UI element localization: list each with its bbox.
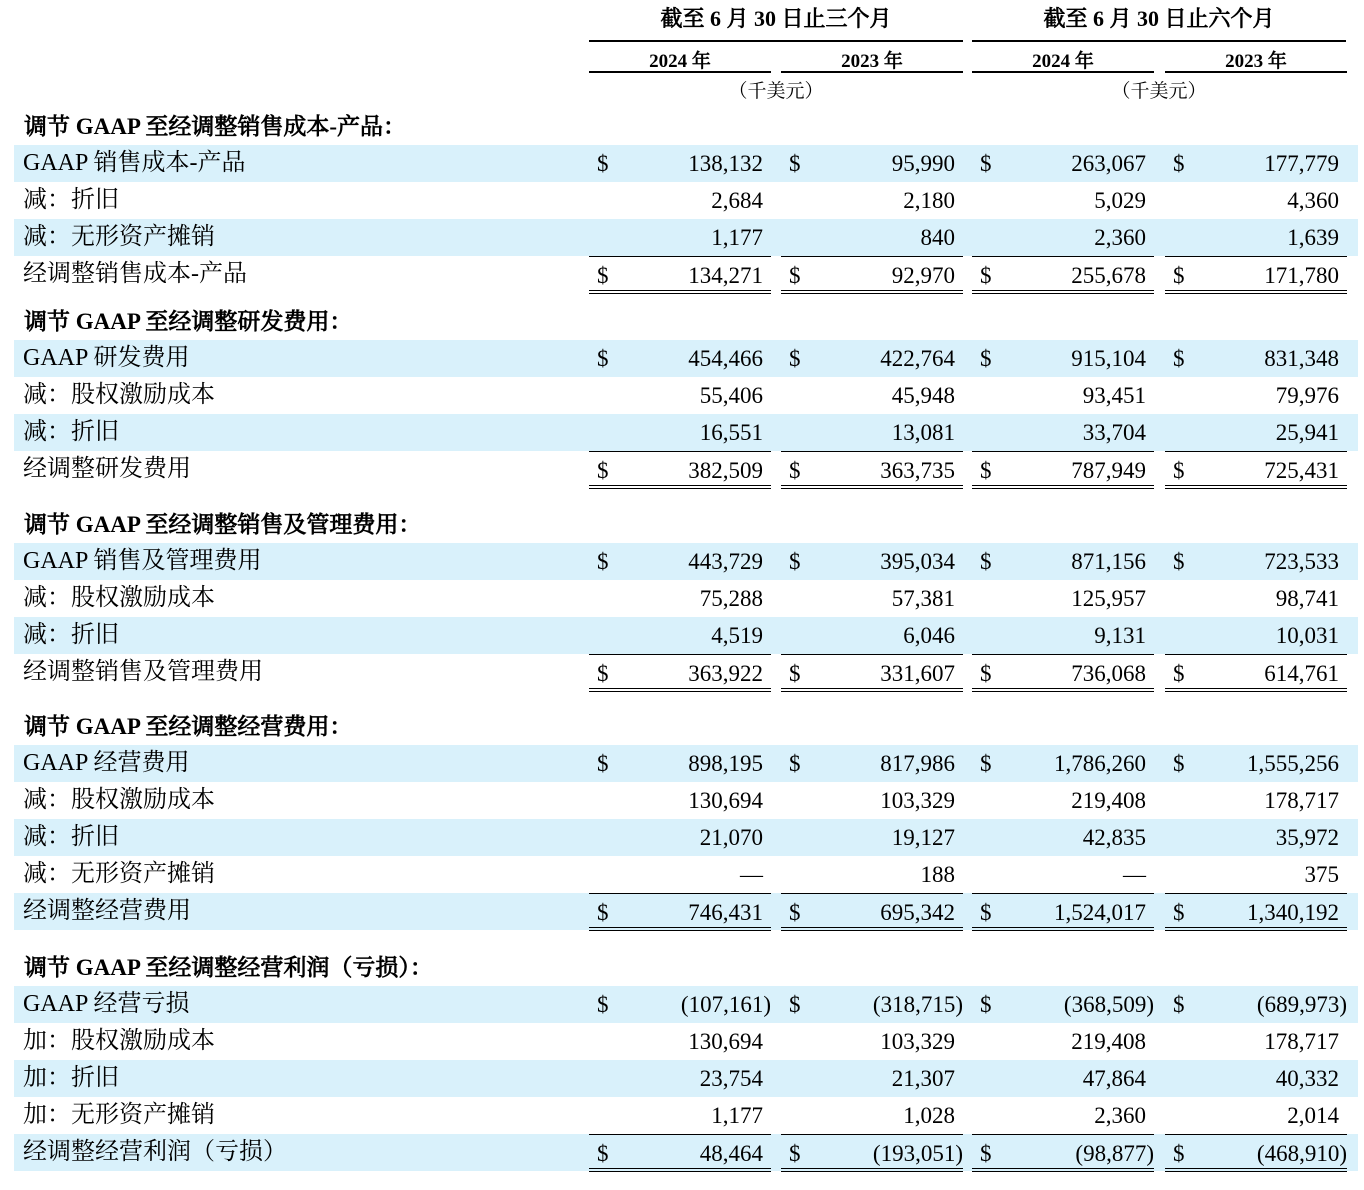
value-cell (972, 654, 1154, 692)
cell-value: 363,922 (688, 661, 763, 686)
value-cell (1165, 654, 1347, 692)
value-cell (972, 580, 1154, 617)
table-row (14, 856, 1358, 893)
cell-value: — (740, 862, 763, 887)
row-label: GAAP 经营亏损 (23, 991, 190, 1017)
unit-label-six-months: （千美元） (1111, 81, 1207, 102)
row-label: 加：折旧 (23, 1065, 119, 1091)
value-cell (1165, 580, 1347, 617)
value-cell (781, 543, 963, 580)
cell-value: 103,329 (880, 788, 955, 813)
cell-value: 723,533 (1264, 549, 1339, 574)
cell-value: (98,877) (1075, 1141, 1154, 1166)
value-cell (781, 617, 963, 654)
cell-value: 1,028 (903, 1103, 955, 1128)
cell-value: 219,408 (1071, 1029, 1146, 1054)
currency-symbol: $ (1173, 900, 1185, 925)
cell-value: 134,271 (688, 263, 763, 288)
table-row (14, 377, 1358, 414)
cell-value: 45,948 (891, 383, 955, 408)
value-cell (781, 182, 963, 219)
cell-value: 255,678 (1071, 263, 1146, 288)
cell-value: 454,466 (688, 346, 763, 371)
currency-symbol: $ (597, 549, 609, 574)
value-cell (781, 414, 963, 451)
currency-symbol: $ (597, 151, 609, 176)
section-heading (14, 949, 1358, 986)
cell-value: 1,555,256 (1247, 751, 1339, 776)
value-cell (589, 1097, 771, 1134)
value-cell (589, 182, 771, 219)
currency-symbol: $ (789, 751, 801, 776)
value-cell (972, 893, 1154, 931)
value-cell (972, 745, 1154, 782)
row-label: 经调整经营费用 (23, 898, 191, 924)
value-cell (781, 986, 963, 1023)
row-label: GAAP 研发费用 (23, 345, 190, 371)
cell-value: 55,406 (699, 383, 763, 408)
value-cell (972, 1134, 1154, 1172)
value-cell (781, 451, 963, 489)
currency-symbol: $ (789, 151, 801, 176)
cell-value: 5,029 (1094, 188, 1146, 213)
value-cell (589, 377, 771, 414)
year-underline (781, 71, 963, 73)
value-cell (589, 219, 771, 256)
value-cell (781, 219, 963, 256)
cell-value: 2,014 (1287, 1103, 1339, 1128)
value-cell (589, 819, 771, 856)
unit-label-three-months: （千美元） (728, 81, 824, 102)
value-cell (781, 256, 963, 294)
cell-value: 10,031 (1275, 623, 1339, 648)
currency-symbol: $ (1173, 263, 1185, 288)
row-label: 减：股权激励成本 (23, 585, 215, 611)
total-row (14, 451, 1358, 488)
value-cell (1165, 414, 1347, 451)
value-cell (1165, 219, 1347, 256)
cell-value: 382,509 (688, 458, 763, 483)
currency-symbol: $ (789, 661, 801, 686)
value-cell (589, 893, 771, 931)
table-row (14, 414, 1358, 451)
cell-value: 1,639 (1287, 225, 1339, 250)
table-row (14, 580, 1358, 617)
currency-symbol: $ (1173, 549, 1185, 574)
year-header-q-2023: 2023 年 (841, 51, 903, 72)
currency-symbol: $ (980, 458, 992, 483)
currency-symbol: $ (980, 661, 992, 686)
value-cell (1165, 856, 1347, 893)
value-cell (1165, 145, 1347, 182)
value-cell (972, 1060, 1154, 1097)
cell-value: 2,360 (1094, 1103, 1146, 1128)
table-row (14, 182, 1358, 219)
row-label: 减：无形资产摊销 (23, 861, 215, 887)
cell-value: 178,717 (1264, 1029, 1339, 1054)
value-cell (589, 1023, 771, 1060)
row-label: 减：股权激励成本 (23, 382, 215, 408)
cell-value: 871,156 (1071, 549, 1146, 574)
cell-value: 47,864 (1082, 1066, 1146, 1091)
value-cell (972, 414, 1154, 451)
cell-value: 171,780 (1264, 263, 1339, 288)
currency-symbol: $ (789, 346, 801, 371)
value-cell (781, 856, 963, 893)
cell-value: 443,729 (688, 549, 763, 574)
cell-value: 21,070 (699, 825, 763, 850)
cell-value: 898,195 (688, 751, 763, 776)
value-cell (1165, 745, 1347, 782)
row-label: 减：无形资产摊销 (23, 224, 215, 250)
cell-value: 48,464 (699, 1141, 763, 1166)
table-row (14, 819, 1358, 856)
cell-value: 736,068 (1071, 661, 1146, 686)
year-header-q-2024: 2024 年 (649, 51, 711, 72)
value-cell (781, 1097, 963, 1134)
currency-symbol: $ (597, 263, 609, 288)
value-cell (781, 145, 963, 182)
value-cell (972, 340, 1154, 377)
value-cell (1165, 1097, 1347, 1134)
currency-symbol: $ (597, 1141, 609, 1166)
cell-value: 75,288 (699, 586, 763, 611)
cell-value: 395,034 (880, 549, 955, 574)
value-cell (972, 1097, 1154, 1134)
cell-value: 817,986 (880, 751, 955, 776)
cell-value: 42,835 (1082, 825, 1146, 850)
currency-symbol: $ (980, 751, 992, 776)
row-label: 经调整销售成本-产品 (23, 261, 247, 287)
value-cell (781, 1060, 963, 1097)
currency-symbol: $ (1173, 661, 1185, 686)
cell-value: 40,332 (1275, 1066, 1339, 1091)
cell-value: 33,704 (1082, 420, 1146, 445)
table-row (14, 986, 1358, 1023)
section-heading (14, 108, 1358, 145)
year-underline (972, 71, 1154, 73)
section-heading-label: 调节 GAAP 至经调整销售成本-产品： (24, 114, 407, 139)
value-cell (1165, 986, 1347, 1023)
cell-value: 13,081 (891, 420, 955, 445)
year-underline (589, 71, 771, 73)
value-cell (589, 986, 771, 1023)
period-underline-three-months (589, 40, 963, 42)
currency-symbol: $ (980, 151, 992, 176)
cell-value: 95,990 (891, 151, 955, 176)
currency-symbol: $ (980, 900, 992, 925)
row-label: 减：折旧 (23, 419, 119, 445)
row-label: 减：折旧 (23, 187, 119, 213)
value-cell (781, 819, 963, 856)
value-cell (781, 745, 963, 782)
value-cell (781, 654, 963, 692)
section-heading-label: 调节 GAAP 至经调整销售及管理费用： (24, 512, 422, 537)
value-cell (781, 782, 963, 819)
value-cell (972, 145, 1154, 182)
currency-symbol: $ (1173, 992, 1185, 1017)
row-label: 加：股权激励成本 (23, 1028, 215, 1054)
currency-symbol: $ (1173, 458, 1185, 483)
value-cell (589, 340, 771, 377)
cell-value: 422,764 (880, 346, 955, 371)
cell-value: 263,067 (1071, 151, 1146, 176)
table-row (14, 145, 1358, 182)
currency-symbol: $ (1173, 346, 1185, 371)
cell-value: 19,127 (891, 825, 955, 850)
cell-value: (318,715) (872, 992, 963, 1017)
cell-value: 746,431 (688, 900, 763, 925)
value-cell (781, 340, 963, 377)
value-cell (589, 654, 771, 692)
cell-value: (689,973) (1256, 992, 1347, 1017)
cell-value: 840 (920, 225, 955, 250)
cell-value: 915,104 (1071, 346, 1146, 371)
value-cell (781, 377, 963, 414)
value-cell (589, 1134, 771, 1172)
value-cell (589, 580, 771, 617)
cell-value: 16,551 (699, 420, 763, 445)
table-row (14, 340, 1358, 377)
value-cell (1165, 617, 1347, 654)
value-cell (972, 377, 1154, 414)
section-heading-label: 调节 GAAP 至经调整研发费用： (24, 309, 353, 334)
cell-value: 2,684 (711, 188, 763, 213)
value-cell (589, 782, 771, 819)
currency-symbol: $ (789, 549, 801, 574)
cell-value: 25,941 (1275, 420, 1339, 445)
value-cell (1165, 782, 1347, 819)
currency-symbol: $ (980, 549, 992, 574)
cell-value: (368,509) (1063, 992, 1154, 1017)
cell-value: 1,177 (711, 225, 763, 250)
currency-symbol: $ (789, 992, 801, 1017)
row-label: 减：折旧 (23, 824, 119, 850)
period-header-six-months: 截至 6 月 30 日止六个月 (1043, 6, 1275, 31)
value-cell (1165, 1134, 1347, 1172)
cell-value: 219,408 (1071, 788, 1146, 813)
value-cell (972, 451, 1154, 489)
cell-value: 1,177 (711, 1103, 763, 1128)
row-label: GAAP 销售成本-产品 (23, 150, 246, 176)
cell-value: 92,970 (891, 263, 955, 288)
cell-value: 331,607 (880, 661, 955, 686)
period-header-three-months: 截至 6 月 30 日止三个月 (660, 6, 892, 31)
currency-symbol: $ (789, 263, 801, 288)
value-cell (972, 617, 1154, 654)
cell-value: 4,360 (1287, 188, 1339, 213)
cell-value: 1,524,017 (1054, 900, 1146, 925)
value-cell (781, 1023, 963, 1060)
value-cell (972, 819, 1154, 856)
currency-symbol: $ (980, 346, 992, 371)
cell-value: 375 (1304, 862, 1339, 887)
table-row (14, 617, 1358, 654)
cell-value: 57,381 (891, 586, 955, 611)
value-cell (589, 414, 771, 451)
cell-value: 2,360 (1094, 225, 1146, 250)
value-cell (589, 451, 771, 489)
cell-value: 6,046 (903, 623, 955, 648)
table-row (14, 219, 1358, 256)
value-cell (589, 256, 771, 294)
row-label: 加：无形资产摊销 (23, 1102, 215, 1128)
currency-symbol: $ (597, 458, 609, 483)
currency-symbol: $ (597, 751, 609, 776)
currency-symbol: $ (597, 661, 609, 686)
cell-value: 725,431 (1264, 458, 1339, 483)
row-label: 经调整经营利润（亏损） (23, 1139, 287, 1165)
value-cell (972, 543, 1154, 580)
cell-value: 178,717 (1264, 788, 1339, 813)
value-cell (781, 580, 963, 617)
cell-value: (468,910) (1256, 1141, 1347, 1166)
value-cell (972, 219, 1154, 256)
cell-value: 138,132 (688, 151, 763, 176)
currency-symbol: $ (597, 992, 609, 1017)
value-cell (1165, 893, 1347, 931)
section-heading (14, 506, 1358, 543)
cell-value: 21,307 (891, 1066, 955, 1091)
cell-value: 695,342 (880, 900, 955, 925)
value-cell (972, 1023, 1154, 1060)
cell-value: 787,949 (1071, 458, 1146, 483)
cell-value: 1,786,260 (1054, 751, 1146, 776)
currency-symbol: $ (597, 900, 609, 925)
value-cell (1165, 1060, 1347, 1097)
currency-symbol: $ (980, 263, 992, 288)
section-heading-label: 调节 GAAP 至经调整经营利润（亏损）： (24, 955, 433, 980)
currency-symbol: $ (789, 900, 801, 925)
value-cell (1165, 377, 1347, 414)
row-label: 经调整销售及管理费用 (23, 659, 263, 685)
value-cell (1165, 182, 1347, 219)
table-row (14, 543, 1358, 580)
cell-value: 2,180 (903, 188, 955, 213)
cell-value: (107,161) (680, 992, 771, 1017)
value-cell (781, 893, 963, 931)
row-label: 减：折旧 (23, 622, 119, 648)
value-cell (1165, 1023, 1347, 1060)
cell-value: 98,741 (1275, 586, 1339, 611)
table-row (14, 1097, 1358, 1134)
total-row (14, 1134, 1358, 1171)
value-cell (972, 856, 1154, 893)
currency-symbol: $ (597, 346, 609, 371)
value-cell (589, 745, 771, 782)
year-header-h-2024: 2024 年 (1032, 51, 1094, 72)
total-row (14, 654, 1358, 691)
value-cell (1165, 543, 1347, 580)
value-cell (589, 1060, 771, 1097)
currency-symbol: $ (1173, 151, 1185, 176)
section-heading-label: 调节 GAAP 至经调整经营费用： (24, 714, 353, 739)
cell-value: 103,329 (880, 1029, 955, 1054)
currency-symbol: $ (1173, 1141, 1185, 1166)
value-cell (972, 782, 1154, 819)
section-heading (14, 708, 1358, 745)
cell-value: 9,131 (1094, 623, 1146, 648)
cell-value: 614,761 (1264, 661, 1339, 686)
total-row (14, 256, 1358, 293)
section-heading (14, 303, 1358, 340)
value-cell (589, 856, 771, 893)
currency-symbol: $ (789, 458, 801, 483)
row-label: GAAP 销售及管理费用 (23, 548, 262, 574)
cell-value: (193,051) (872, 1141, 963, 1166)
cell-value: 79,976 (1275, 383, 1339, 408)
value-cell (1165, 451, 1347, 489)
value-cell (589, 543, 771, 580)
table-row (14, 1060, 1358, 1097)
row-label: GAAP 经营费用 (23, 750, 190, 776)
currency-symbol: $ (980, 1141, 992, 1166)
value-cell (1165, 819, 1347, 856)
value-cell (972, 182, 1154, 219)
cell-value: 363,735 (880, 458, 955, 483)
total-row (14, 893, 1358, 930)
table-row (14, 782, 1358, 819)
value-cell (781, 1134, 963, 1172)
table-row (14, 745, 1358, 782)
year-header-h-2023: 2023 年 (1225, 51, 1287, 72)
currency-symbol: $ (1173, 751, 1185, 776)
row-label: 减：股权激励成本 (23, 787, 215, 813)
cell-value: 4,519 (711, 623, 763, 648)
value-cell (972, 256, 1154, 294)
currency-symbol: $ (980, 992, 992, 1017)
cell-value: 130,694 (688, 1029, 763, 1054)
cell-value: 125,957 (1071, 586, 1146, 611)
value-cell (589, 145, 771, 182)
value-cell (589, 617, 771, 654)
value-cell (1165, 340, 1347, 377)
value-cell (1165, 256, 1347, 294)
cell-value: 177,779 (1264, 151, 1339, 176)
cell-value: 23,754 (699, 1066, 763, 1091)
cell-value: 1,340,192 (1247, 900, 1339, 925)
cell-value: — (1123, 862, 1146, 887)
table-row (14, 1023, 1358, 1060)
cell-value: 35,972 (1275, 825, 1339, 850)
cell-value: 188 (920, 862, 955, 887)
year-underline (1165, 71, 1347, 73)
value-cell (972, 986, 1154, 1023)
cell-value: 831,348 (1264, 346, 1339, 371)
currency-symbol: $ (789, 1141, 801, 1166)
cell-value: 93,451 (1082, 383, 1146, 408)
period-underline-six-months (972, 40, 1346, 42)
row-label: 经调整研发费用 (23, 456, 191, 482)
cell-value: 130,694 (688, 788, 763, 813)
